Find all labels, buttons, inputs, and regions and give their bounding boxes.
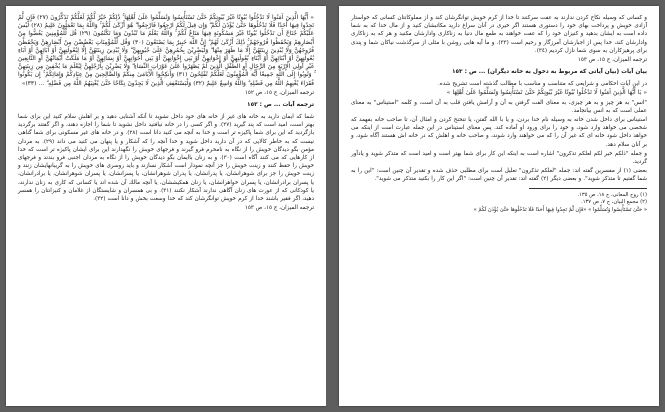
body-paragraph: بعضى (١) از مفسرين گفته اند: جمله "لعلكم تذكرون" تعليل است براى مطلبى حذف شده و تقدير آن چنين است: "اين را به شما گفتيم تا متذكر شويد". و بعضى ديگر (٢) گفته اند: تقدير آن چنين است: "اگر اين كار را بكنيد متذكر مى شويد". — [351, 168, 647, 183]
source-reference: ترجمه الميزان، ج ١٥، ص ١٥٣ — [244, 205, 314, 212]
body-paragraph: و جمله "ذلكم خير لكم لعلكم تذكرون" اشاره است به اينكه اين كار براى شما بهتر است و اميد است كه متذكر شويد و يادآور گرديد. — [351, 150, 647, 166]
section-heading: ترجمه آيات ... ص : ١٥٢ — [247, 102, 314, 109]
page-gutter — [326, 6, 339, 406]
body-paragraph: "انس" به هر چيز و به هر چيزى، به معناى الفت گرفتن به آن و آرامش يافتن قلب به آن است، و كلمه "استيناس" به معناى عملى است كه به انس بيانجامد. — [351, 99, 647, 114]
footnote-divider — [529, 188, 647, 189]
quran-quote: « يَا أَيُّهَا الَّذِينَ آمَنُوا لَا تَدْخُلُوا بُيُوتًا غَيْرَ بُيُوتِكُمْ حَتَّىٰ تَسْتَأْنِسُوا وَتُسَلِّمُوا عَلَىٰ أَهْلِهَا » — [446, 90, 647, 97]
translation-paragraph: و كسانى كه وسيله نكاح كردن ندارند به عفت سركنند تا خدا از كرم خويش توانگرشان كند و از مملوكانتان كسانى كه خواستار آزادى خويش و پرداخت بهاى خود را دستورى هستند اگر خيرى در آنان سراغ داريد مكاتبشان كنيد و از مال خدا كه به شما داده است به ايشان بدهيد و كنيزان خود را كه عفت خواهند به طمع مال دنيا به زناكارى وادارشان مكنيد و هر كه به زناكارى وادارشان كند، خدا پس از اجبارشان آمرزگار و رحيم است (٣٣). و ما آيه هايى روشن با مثلى از سرگذشت نياكان شما و پندى براى پرهيزكاران به سوى شما نازل كرديم (٣٤). — [351, 15, 647, 54]
source-reference: ترجمه الميزان، ج ١٥، ص ١٥٢ — [244, 89, 314, 96]
source-reference: ترجمه الميزان، ج ١٥، ص ١٥٣ — [577, 57, 647, 64]
section-heading: بيان آيات (بيان آياتى كه مربوط به دخول به خانه ديگران) ... ص : ١٥٣ — [451, 69, 647, 76]
body-paragraph: استيناس براى داخل شدن خانه به وسيله نام خدا بردن، و يا با الله گفتن، يا تنحنح كردن و امثال آن، تا صاحب خانه بفهمد كه شخصى مى خواهد وارد شود، و خود را براى ورود او آماده كند. پس معناى استيناس در اين جمله عبارت است از اينكه مى خواهد داخل شود خانه اى كه غير آن را كه مى خواهند وارد شوند، و صاحب خانه و اهلش كه در خانه اش هستند آگاه شود، و بر آنان سلام دهد. — [351, 117, 647, 148]
quran-verses-block: « أَيُّهَا الَّذِينَ آمَنُوا لَا تَدْخُلُوا بُيُوتًا غَيْرَ بُيُوتِكُمْ حَتَّىٰ تَسْتَأْنِسُوا وَتُسَلِّمُوا عَلَىٰ أَهْلِهَا ۚ ذَٰلِكُمْ خَيْرٌ لَّكُمْ لَعَلَّكُمْ تَذَكَّرُونَ (٢٧) فَإِن لَّمْ تَجِدُوا فِيهَا أَحَدًا فَلَا تَدْخُلُوهَا حَتَّىٰ يُؤْذَنَ لَكُمْ ۖ وَإِن قِيلَ لَكُمُ ارْجِعُوا فَارْجِعُوا ۖ هُوَ أَزْكَىٰ لَكُمْ ۚ وَاللَّهُ بِمَا تَعْمَلُونَ عَلِيمٌ (٢٨) لَّيْسَ عَلَيْكُمْ جُنَاحٌ أَن تَدْخُلُوا بُيُوتًا غَيْرَ مَسْكُونَةٍ فِيهَا مَتَاعٌ لَّكُمْ ۚ وَاللَّهُ يَعْلَمُ مَا تُبْدُونَ وَمَا تَكْتُمُونَ (٢٩) قُل لِّلْمُؤْمِنِينَ يَغُضُّوا مِنْ أَبْصَارِهِمْ وَيَحْفَظُوا فُرُوجَهُمْ ۚ ذَٰلِكَ أَزْكَىٰ لَهُمْ ۗ إِنَّ اللَّهَ خَبِيرٌ بِمَا يَصْنَعُونَ (٣٠) وَقُل لِّلْمُؤْمِنَاتِ يَغْضُضْنَ مِنْ أَبْصَارِهِنَّ وَيَحْفَظْنَ فُرُوجَهُنَّ وَلَا يُبْدِينَ زِينَتَهُنَّ إِلَّا مَا ظَهَرَ مِنْهَا ۖ وَلْيَضْرِبْنَ بِخُمُرِهِنَّ عَلَىٰ جُيُوبِهِنَّ ۖ وَلَا يُبْدِينَ زِينَتَهُنَّ إِلَّا لِبُعُولَتِهِنَّ أَوْ آبَائِهِنَّ أَوْ آبَاءِ بُعُولَتِهِنَّ أَوْ أَبْنَائِهِنَّ أَوْ أَبْنَاءِ بُعُولَتِهِنَّ أَوْ إِخْوَانِهِنَّ أَوْ بَنِي إِخْوَانِهِنَّ أَوْ بَنِي أَخَوَاتِهِنَّ أَوْ نِسَائِهِنَّ أَوْ مَا مَلَكَتْ أَيْمَانُهُنَّ أَوِ التَّابِعِينَ غَيْرِ أُولِي الْإِرْبَةِ مِنَ الرِّجَالِ أَوِ الطِّفْلِ الَّذِينَ لَمْ يَظْهَرُوا عَلَىٰ عَوْرَاتِ النِّسَاءِ ۖ وَلَا يَضْرِبْنَ بِأَرْجُلِهِنَّ لِيُعْلَمَ مَا يُخْفِينَ مِن زِينَتِهِنَّ ۚ وَتُوبُوا إِلَى اللَّهِ جَمِيعًا أَيُّهَ الْمُؤْمِنُونَ لَعَلَّكُمْ تُفْلِحُونَ (٣١) وَأَنكِحُوا الْأَيَامَىٰ مِنكُمْ وَالصَّالِحِينَ مِنْ عِبَادِكُمْ وَإِمَائِكُمْ ۚ إِن يَكُونُوا فُقَرَاءَ يُغْنِهِمُ اللَّهُ مِن فَضْلِهِ ۗ وَاللَّهُ وَاسِعٌ عَلِيمٌ (٣٢) وَلْيَسْتَعْفِفِ الَّذِينَ لَا يَجِدُونَ نِكَاحًا حَتَّىٰ يُغْنِيَهُمُ اللَّهُ مِن فَضْلِهِ ۗ ... (٣٣)» — [18, 15, 315, 87]
right-page — [339, 6, 659, 406]
footnote: (٢) مجمع البيان، ج ٧، ص ١٣٧. — [581, 199, 647, 206]
footnote: (١) روح المعانى، ج ١٨، ص ١٣٥. — [577, 191, 647, 198]
translation-paragraph: شما كه ايمان داريد به خانه هاى غير از خانه هاى خود داخل نشويد تا آنكه آشنايى دهيد و بر اهلش سلام كنيد اين براى شما بهتر است، اميد است كه پند گيريد (٢٧). و اگر كسى را در خانه نيافتيد داخل نشويد تا شما را اجازه دهند، و اگر گفتند برگرديد بازگرديد كه اين براى شما پاكيزه تر است و خدا به آنچه مى كنيد دانا است (٢٨). و در خانه هاى غير مسكونى براى شما گناهى نيست كه به خاطر كالايى كه در آن داريد داخل شويد و خدا آنچه را كه آشكار و يا پنهان مى كنيد مى داند (٢٩). به مردان مؤمن بگو ديدگان خويش را از نگاه به نامحرم فرو گيرند و فرجهاى خويش را نگهدارند اين براى ايشان پاكيزه تر است كه خدا از كارهايى كه مى كنند آگاه است (٣٠). و به زنان باايمان بگو ديدگان خويش را از نگاه به مردان اجنبى فرو بندند و فرجهاى خويش را حفظ كنند و زينت خويش را جز آنچه نمودار است آشكار نسازند و بايد روسرى هاى خويش را به گريبانهايشان زنند و زينت خويش را جز براى شوهرانشان، يا پدرانشان، يا پدران شوهرانشان، يا پسرانشان، يا پسران شوهرانشان، يا برادرانشان، يا پسران برادرانشان، يا پسران خواهرانشان، يا زنان همكيششان، يا آنچه مالك آن شده اند يا كسانى كه كارى به زنان ندارند، يا كودكانى كه از عورت هاى زنان آگاهى ندارند آشكار نكنند (٣١). و بى همسران و شايستگان از غلامان و كنيزانتان را همسر دهيد، اگر فقير باشند خدا از كرم خويش توانگرشان كند كه خدا وسعت بخش و دانا است (٣٢). — [18, 114, 315, 203]
footnote: « حَتَّىٰ تَسْتَأْنِسُوا وَتُسَلِّمُوا » «فَإِن لَّمْ تَجِدُوا فِيهَا أَحَدًا فَلَا تَدْخُلُوهَا حَتَّىٰ يُؤْذَنَ لَكُمْ » — [473, 207, 647, 214]
left-page — [6, 6, 326, 406]
body-paragraph: در اين آيات احكامى و شرايعى كه متناسب و مناسب با مطالب گذشته است تشريح شده. — [438, 81, 647, 88]
